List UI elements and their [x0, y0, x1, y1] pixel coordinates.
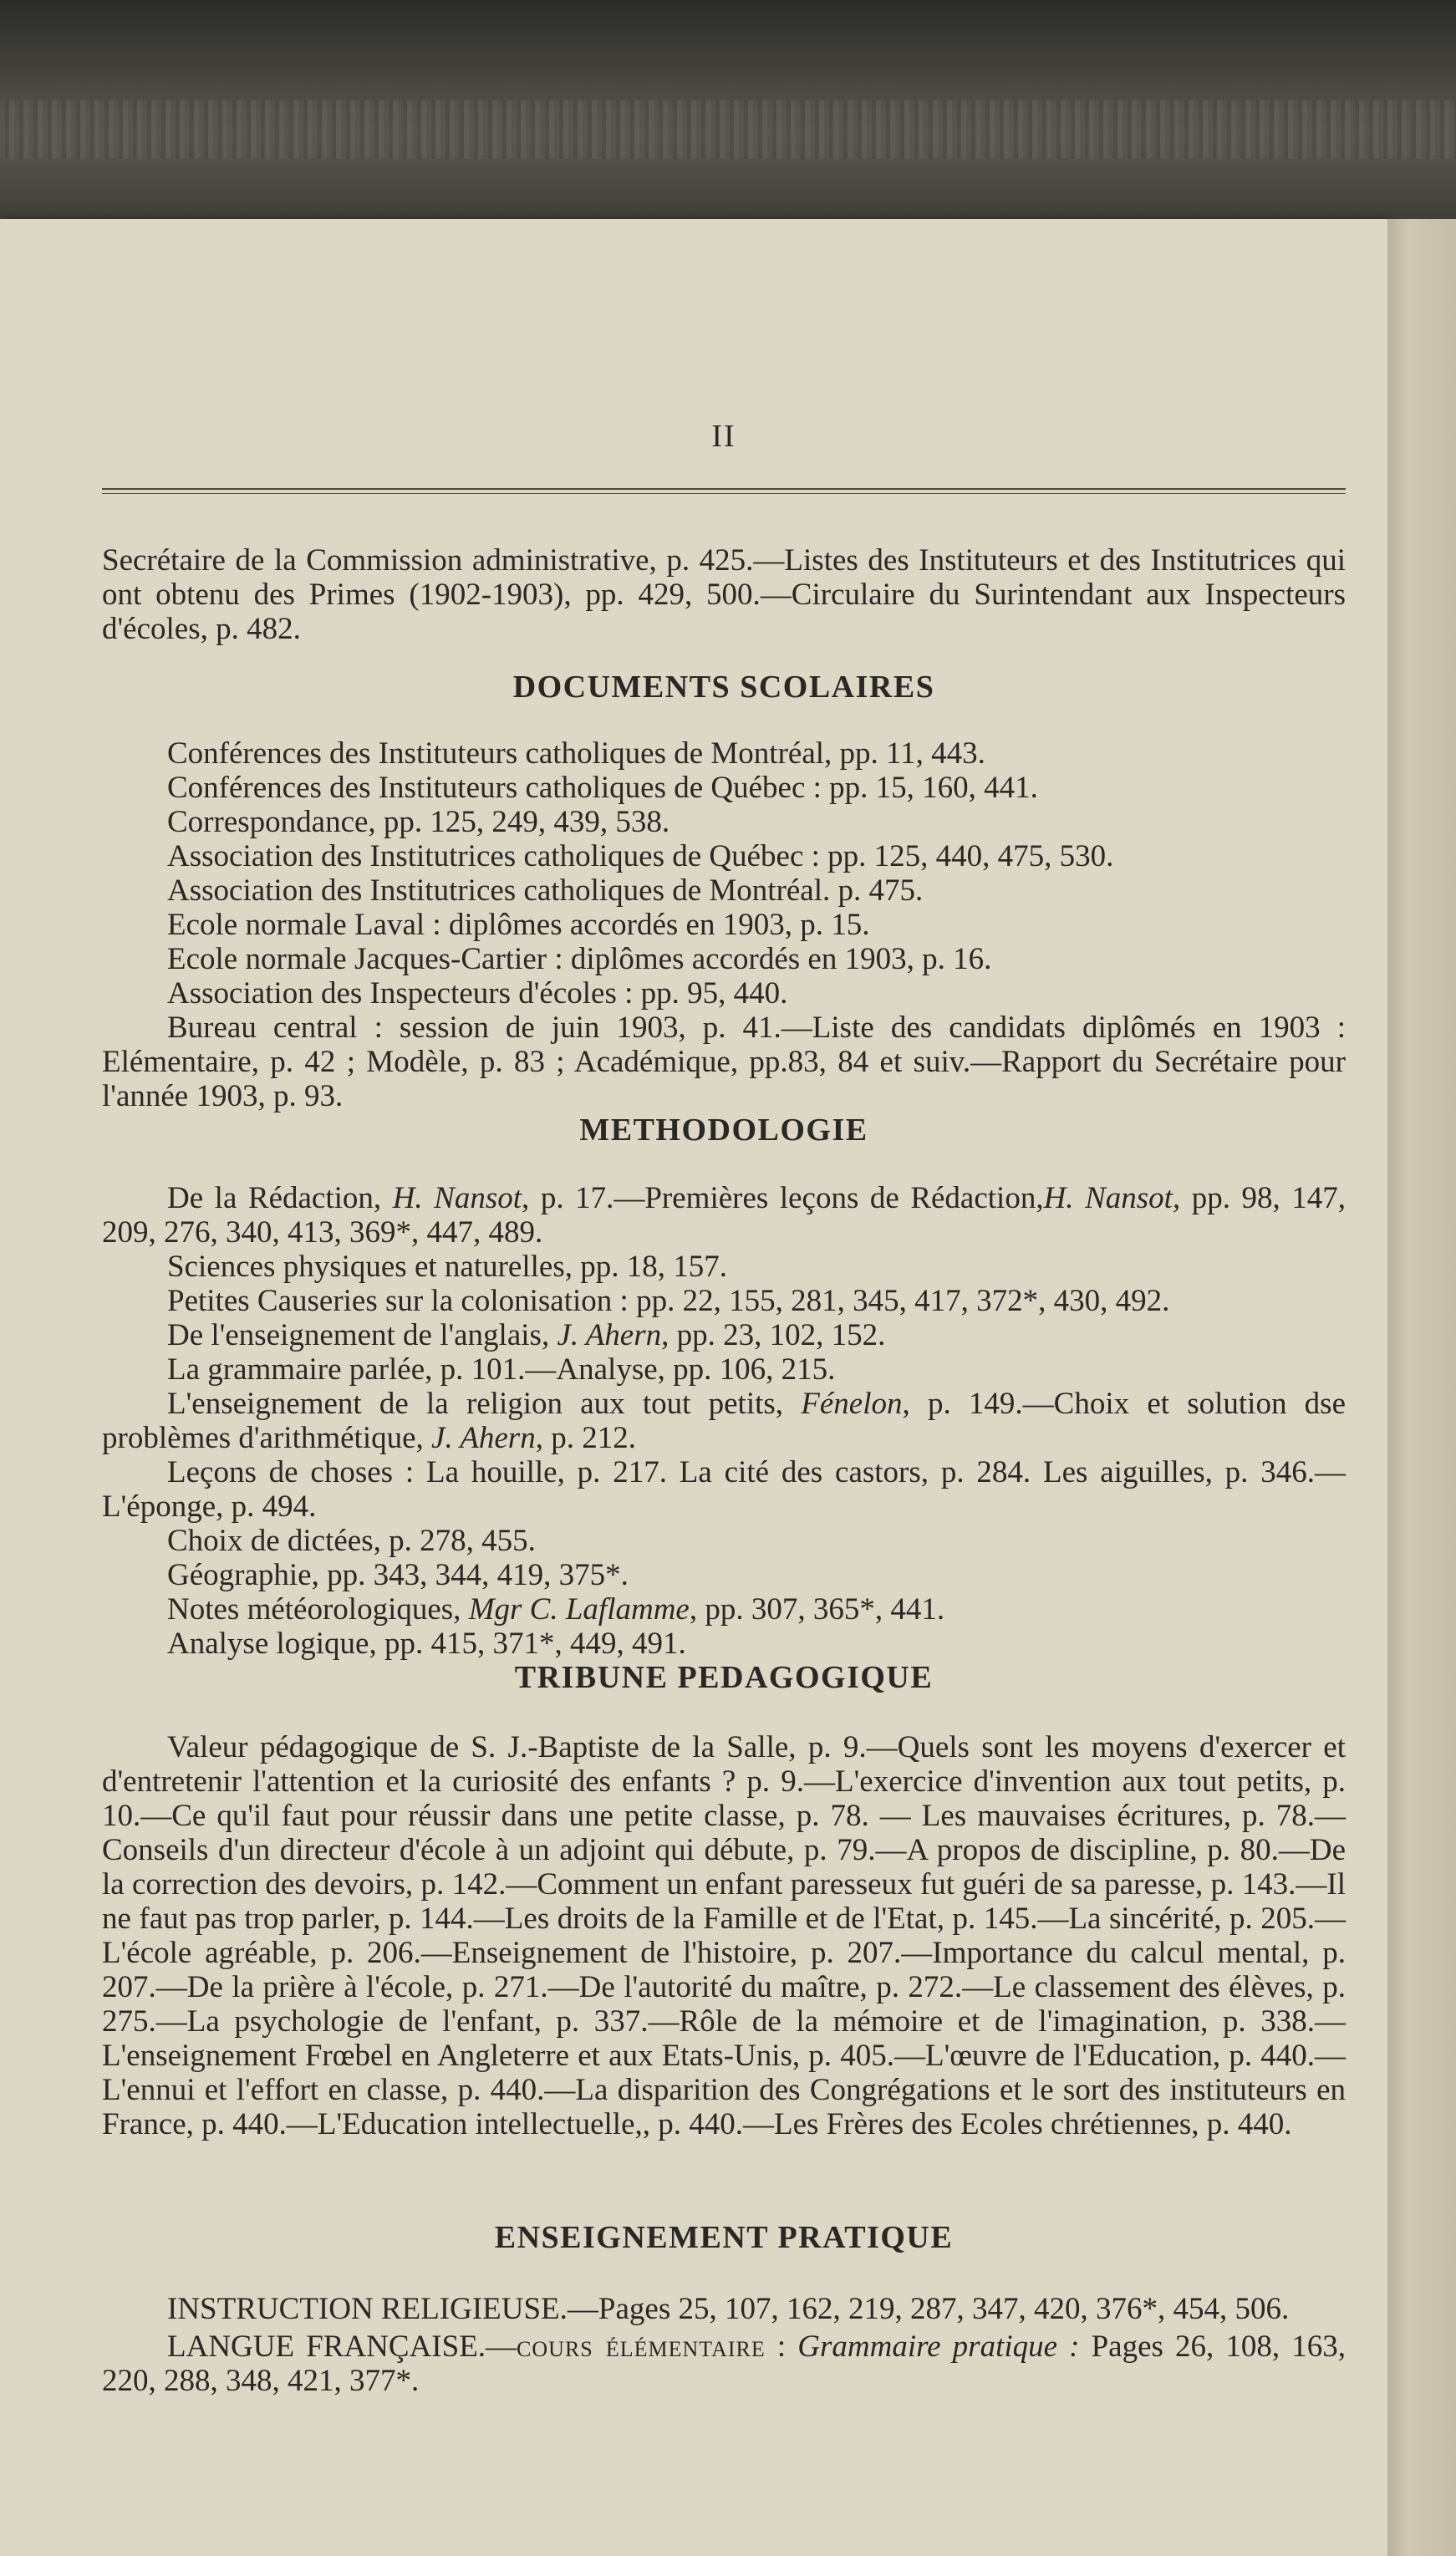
list-item: Notes météorologiques, Mgr C. Laflamme, pp. 307, 365*, 441.: [167, 1592, 945, 1627]
list-item: LANGUE FRANÇAISE.—cours élémentaire : Grammaire pratique : Pages 26, 108, 163, 220, 288, 348, 421, 377*.: [102, 2329, 1347, 2398]
list-item: Association des Institutrices catholiques de Québec : pp. 125, 440, 475, 530.: [167, 839, 1114, 873]
subject-title: Grammaire pratique :: [797, 2329, 1080, 2364]
list-item: Association des Institutrices catholiques de Montréal. p. 475.: [167, 873, 924, 908]
list-item: Sciences physiques et naturelles, pp. 18, 157.: [167, 1250, 727, 1284]
enseignement-heading: ENSEIGNEMENT PRATIQUE: [494, 2220, 954, 2255]
list-item: Géographie, pp. 343, 344, 419, 375*.: [167, 1558, 629, 1592]
header-rule: [102, 488, 1346, 494]
list-item: Conférences des Instituteurs catholiques de Montréal, pp. 11, 443.: [167, 736, 985, 771]
list-item: INSTRUCTION RELIGIEUSE.—Pages 25, 107, 162, 219, 287, 347, 420, 376*, 454, 506.: [167, 2292, 1290, 2326]
list-item: De la Rédaction, H. Nansot, p. 17.—Premières leçons de Rédaction,H. Nansot, pp. 98, 147, 209, 276, 340, 413, 369*, 447, 489.: [102, 1181, 1347, 1250]
author-name: H. Nansot: [392, 1181, 522, 1215]
tribune-paragraph: Valeur pédagogique de S. J.-Baptiste de la Salle, p. 9.—Quels sont les moyens d'exercer et d'entretenir l'attention et la curiosité des enfants ? p. 9.—L'exercice d'invention aux tout petits, p. 10.—Ce qu'il faut pour réussir dans une petite classe, p. 78. — Les mauvaises écritures, p. 78.—Conseils d'un directeur d'école à un adjoint qui débute, p. 79.—A propos de discipline, p. 80.—De la correction des devoirs, p. 142.—Comment un enfant paresseux fut guéri de sa paresse, p. 143.—Il ne faut pas trop parler, p. 144.—Les droits de la Famille et de l'Etat, p. 145.—La sincérité, p. 205.—L'école agréable, p. 206.—Enseignement de l'histoire, p. 207.—Importance du calcul mental, p. 207.—De la prière à l'école, p. 271.—De l'autorité du maître, p. 272.—Le classement des élèves, p. 275.—La psychologie de l'enfant, p. 337.—Rôle de la mémoire et de l'imagination, p. 338.—L'enseignement Frœbel en Angleterre et aux Etats-Unis, p. 405.—L'œuvre de l'Education, p. 440.—L'ennui et l'effort en classe, p. 440.—La disparition des Congrégations et le sort des instituteurs en France, p. 440.—L'Education intellectuelle,, p. 440.—Les Frères des Ecoles chrétiennes, p. 440.: [102, 1730, 1346, 2141]
list-item: Petites Causeries sur la colonisation : pp. 22, 155, 281, 345, 417, 372*, 430, 492.: [167, 1284, 1170, 1318]
intro-paragraph: Secrétaire de la Commission administrative, p. 425.—Listes des Instituteurs et des Institutrices qui ont obtenu des Primes (1902-1903), pp. 429, 500.—Circulaire du Surintendant aux Inspecteurs d'écoles, p. 482.: [102, 543, 1346, 646]
documents-section: [102, 670, 1346, 1113]
list-item: Conférences des Instituteurs catholiques de Québec : pp. 15, 160, 441.: [167, 771, 1038, 805]
list-item: Analyse logique, pp. 415, 371*, 449, 491.: [167, 1627, 686, 1661]
list-item: Correspondance, pp. 125, 249, 439, 538.: [167, 805, 670, 839]
list-item: Choix de dictées, p. 278, 455.: [167, 1524, 536, 1558]
author-name: H. Nansot,: [1043, 1181, 1181, 1215]
intro-section: [102, 543, 1346, 646]
author-name: J. Ahern: [557, 1318, 662, 1352]
binding-texture: [0, 100, 1456, 159]
list-item: L'enseignement de la religion aux tout petits, Fénelon, p. 149.—Choix et solution dse problèmes d'arithmétique, J. Ahern, p. 212.: [102, 1387, 1346, 1455]
page-number: II: [711, 419, 736, 454]
book-binding: [0, 0, 1456, 226]
author-name: Fénelon: [801, 1387, 903, 1421]
tribune-heading: TRIBUNE PEDAGOGIQUE: [514, 1660, 934, 1695]
methodologie-heading: METHODOLOGIE: [579, 1113, 868, 1148]
scanned-page: [0, 219, 1387, 2556]
author-name: Mgr C. Laflamme: [468, 1592, 690, 1627]
documents-heading: DOCUMENTS SCOLAIRES: [512, 670, 935, 705]
methodologie-section: [102, 1113, 1346, 1661]
tribune-section: [102, 1661, 1346, 2141]
page-edge: [1387, 219, 1456, 2556]
enseignement-section: [102, 2221, 1346, 2398]
author-name: J. Ahern: [431, 1421, 536, 1455]
list-item: Ecole normale Laval : diplômes accordés en 1903, p. 15.: [167, 908, 870, 942]
list-item: La grammaire parlée, p. 101.—Analyse, pp. 106, 215.: [167, 1352, 836, 1387]
course-level: cours élémentaire: [517, 2329, 766, 2364]
list-item: De l'enseignement de l'anglais, J. Ahern, pp. 23, 102, 152.: [167, 1318, 886, 1352]
list-item: Leçons de choses : La houille, p. 217. La cité des castors, p. 284. Les aiguilles, p. 346.—L'éponge, p. 494.: [102, 1455, 1346, 1524]
list-item: Bureau central : session de juin 1903, p. 41.—Liste des candidats diplômés en 1903 : Elémentaire, p. 42 ; Modèle, p. 83 ; Académique, pp.83, 84 et suiv.—Rapport du Secrétaire pour l'année 1903, p. 93.: [102, 1011, 1346, 1113]
list-item: Association des Inspecteurs d'écoles : pp. 95, 440.: [167, 976, 788, 1011]
list-item: Ecole normale Jacques-Cartier : diplômes accordés en 1903, p. 16.: [167, 942, 992, 976]
